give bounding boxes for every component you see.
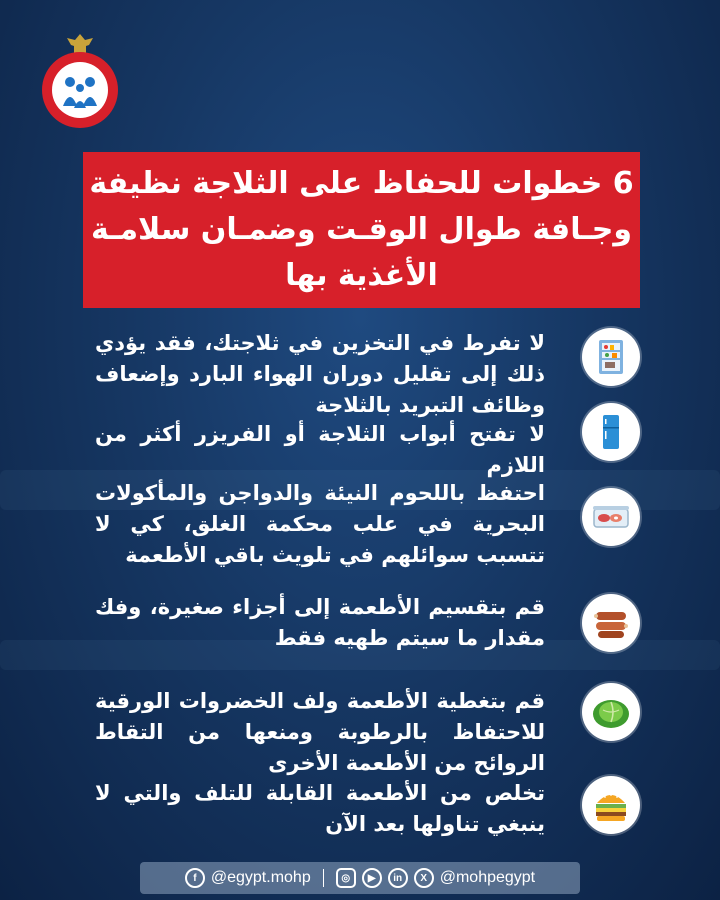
title-line-2: وجـافة طوال الوقـت وضمـان سلامـة [91, 212, 632, 247]
meat-container-icon [582, 488, 640, 546]
tip-item [40, 778, 680, 868]
burger-icon [582, 776, 640, 834]
divider [323, 869, 324, 887]
tip-text: تخلص من الأطعمة القابلة للتلف والتي لا ينبغي تناولها بعد الآن [95, 781, 545, 836]
tip-text: لا تفرط في التخزين في ثلاجتك، فقد يؤدي ذلك إلى تقليل دوران الهواء البارد وإضعاف وظائف التبريد بالثلاجة [95, 331, 545, 417]
tip-item [40, 478, 680, 568]
cabbage-icon [582, 683, 640, 741]
instagram-icon[interactable]: ◎ [336, 868, 356, 888]
x-icon[interactable]: X [414, 868, 434, 888]
title-banner [83, 152, 640, 308]
tip-text: قم بتغطية الأطعمة ولف الخضروات الورقية للاحتفاظ بالرطوبة ومنعها من التقاط الروائح من الأطعمة الأخرى [95, 689, 545, 775]
social-footer [140, 862, 580, 894]
fridge-icon [582, 403, 640, 461]
title-line-3: الأغذية بها [285, 258, 438, 293]
tip-item [40, 592, 680, 682]
tip-text: لا تفتح أبواب الثلاجة أو الفريزر أكثر من اللازم [95, 422, 545, 477]
open-fridge-icon [582, 328, 640, 386]
sausages-icon [582, 594, 640, 652]
social-handle[interactable]: @mohpegypt [439, 869, 536, 886]
title-line-1: 6 خطوات للحفاظ على الثلاجة نظيفة [89, 166, 634, 201]
tip-item [40, 686, 680, 776]
facebook-icon[interactable]: f [185, 868, 205, 888]
facebook-handle[interactable]: @egypt.mohp [210, 869, 311, 886]
tip-text: قم بتقسيم الأطعمة إلى أجزاء صغيرة، وفك مقدار ما سيتم طهيه فقط [95, 595, 545, 650]
ministry-logo [36, 30, 124, 130]
tip-text: احتفظ باللحوم النيئة والدواجن والمأكولات البحرية في علب محكمة الغلق، كي لا تتسبب سوائلهم في تلويث باقي الأطعمة [95, 481, 545, 567]
youtube-icon[interactable]: ▶ [362, 868, 382, 888]
linkedin-icon[interactable]: in [388, 868, 408, 888]
